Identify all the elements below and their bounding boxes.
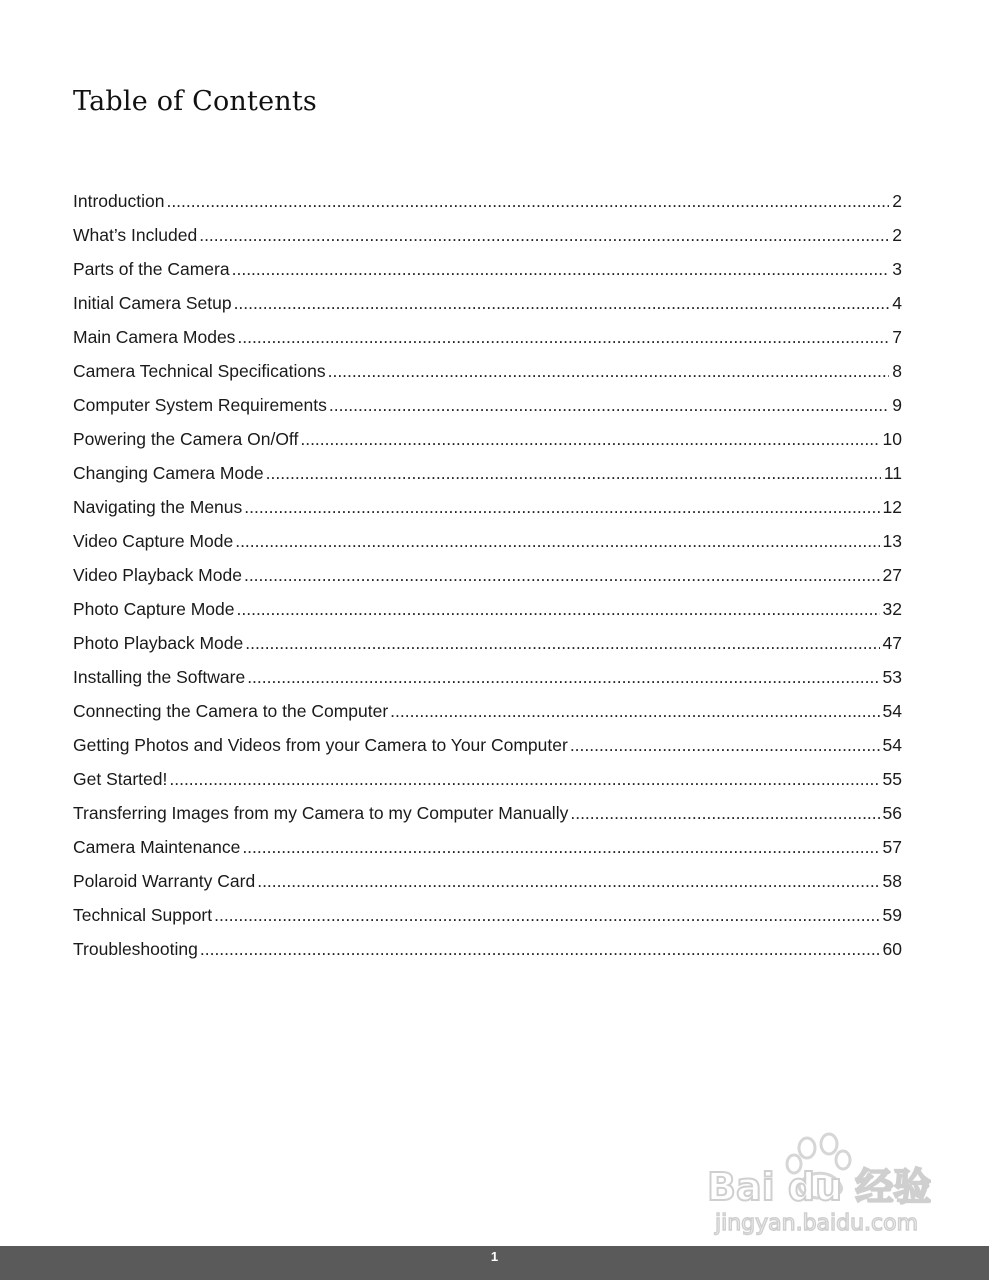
dot-leader <box>234 286 890 320</box>
toc-entry-title: Computer System Requirements <box>73 395 327 415</box>
dot-leader <box>329 388 889 422</box>
toc-page-number: 2 <box>892 191 902 211</box>
toc-page-number: 54 <box>882 701 902 721</box>
dot-leader <box>242 830 879 864</box>
toc-page-number: 8 <box>892 361 902 381</box>
toc-page-number: 7 <box>892 327 902 347</box>
watermark-url: jingyan.baidu.com <box>715 1211 919 1236</box>
toc-entry[interactable] <box>73 252 902 286</box>
toc-entry[interactable] <box>73 898 902 932</box>
toc-entry-title: Video Playback Mode <box>73 565 242 585</box>
toc-entry-title: Changing Camera Mode <box>73 463 264 483</box>
baidu-paw-icon <box>701 1130 931 1240</box>
toc-page-number: 54 <box>882 735 902 755</box>
dot-leader <box>214 898 879 932</box>
toc-entry[interactable] <box>73 456 902 490</box>
toc-entry-title: Technical Support <box>73 905 213 925</box>
dot-leader <box>247 660 879 694</box>
toc-page-number: 3 <box>892 259 902 279</box>
watermark-brand: Bai du 经验 <box>707 1165 931 1209</box>
toc-entry[interactable] <box>73 354 902 388</box>
dot-leader <box>200 932 880 966</box>
toc-entry[interactable] <box>73 728 902 762</box>
dot-leader <box>328 354 890 388</box>
toc-page-number: 12 <box>882 497 902 517</box>
toc-page-number: 9 <box>892 395 902 415</box>
toc-entry-title: Get Started! <box>73 769 168 789</box>
footer-bar <box>0 1246 989 1280</box>
toc-entry-title: Introduction <box>73 191 165 211</box>
table-of-contents <box>73 184 902 966</box>
toc-entry-title: Photo Playback Mode <box>73 633 244 653</box>
toc-entry[interactable] <box>73 592 902 626</box>
toc-entry[interactable] <box>73 320 902 354</box>
toc-entry[interactable] <box>73 932 902 966</box>
toc-entry[interactable] <box>73 796 902 830</box>
dot-leader <box>266 456 881 490</box>
toc-entry-title: Parts of the Camera <box>73 259 230 279</box>
toc-entry[interactable] <box>73 286 902 320</box>
toc-entry[interactable] <box>73 388 902 422</box>
dot-leader <box>244 558 880 592</box>
toc-entry[interactable] <box>73 660 902 694</box>
toc-page-number: 2 <box>892 225 902 245</box>
toc-entry[interactable] <box>73 864 902 898</box>
toc-entry[interactable] <box>73 490 902 524</box>
toc-page-number: 13 <box>882 531 902 551</box>
toc-entry[interactable] <box>73 218 902 252</box>
toc-page-number: 32 <box>882 599 902 619</box>
dot-leader <box>390 694 879 728</box>
toc-entry-title: Camera Maintenance <box>73 837 241 857</box>
toc-entry[interactable] <box>73 558 902 592</box>
toc-entry[interactable] <box>73 694 902 728</box>
dot-leader <box>232 252 890 286</box>
baidu-watermark <box>701 1130 931 1240</box>
dot-leader <box>235 524 879 558</box>
toc-page-number: 27 <box>882 565 902 585</box>
dot-leader <box>166 184 889 218</box>
toc-page-number: 60 <box>882 939 902 959</box>
toc-entry-title: Transferring Images from my Camera to my Computer Manually <box>73 803 569 823</box>
dot-leader <box>237 320 889 354</box>
toc-entry[interactable] <box>73 762 902 796</box>
page-title: Table of Contents <box>73 86 317 117</box>
toc-entry-title: Polaroid Warranty Card <box>73 871 256 891</box>
dot-leader <box>257 864 879 898</box>
toc-entry-title: Getting Photos and Videos from your Camera to Your Computer <box>73 735 568 755</box>
toc-entry[interactable] <box>73 830 902 864</box>
dot-leader <box>237 592 880 626</box>
toc-entry[interactable] <box>73 184 902 218</box>
toc-entry-title: Video Capture Mode <box>73 531 234 551</box>
toc-entry-title: Powering the Camera On/Off <box>73 429 299 449</box>
toc-entry[interactable] <box>73 626 902 660</box>
page-number: 1 <box>490 1249 499 1264</box>
toc-page-number: 58 <box>882 871 902 891</box>
toc-page-number: 55 <box>882 769 902 789</box>
toc-entry-title: Photo Capture Mode <box>73 599 235 619</box>
dot-leader <box>300 422 879 456</box>
toc-entry-title: Troubleshooting <box>73 939 198 959</box>
toc-page-number: 59 <box>882 905 902 925</box>
toc-page-number: 10 <box>882 429 902 449</box>
toc-entry-title: Main Camera Modes <box>73 327 236 347</box>
toc-page-number: 57 <box>882 837 902 857</box>
toc-page-number: 4 <box>892 293 902 313</box>
toc-entry-title: Connecting the Camera to the Computer <box>73 701 389 721</box>
toc-entry-title: Navigating the Menus <box>73 497 243 517</box>
toc-entry-title: Installing the Software <box>73 667 246 687</box>
toc-page-number: 11 <box>883 463 902 483</box>
toc-entry-title: Initial Camera Setup <box>73 293 232 313</box>
dot-leader <box>245 626 879 660</box>
dot-leader <box>570 796 879 830</box>
dot-leader <box>169 762 879 796</box>
toc-page-number: 53 <box>882 667 902 687</box>
toc-page-number: 56 <box>882 803 902 823</box>
toc-page-number: 47 <box>882 633 902 653</box>
toc-entry[interactable] <box>73 524 902 558</box>
dot-leader <box>244 490 879 524</box>
toc-entry[interactable] <box>73 422 902 456</box>
toc-entry-title: What’s Included <box>73 225 198 245</box>
toc-entry-title: Camera Technical Specifications <box>73 361 326 381</box>
dot-leader <box>199 218 889 252</box>
dot-leader <box>570 728 880 762</box>
